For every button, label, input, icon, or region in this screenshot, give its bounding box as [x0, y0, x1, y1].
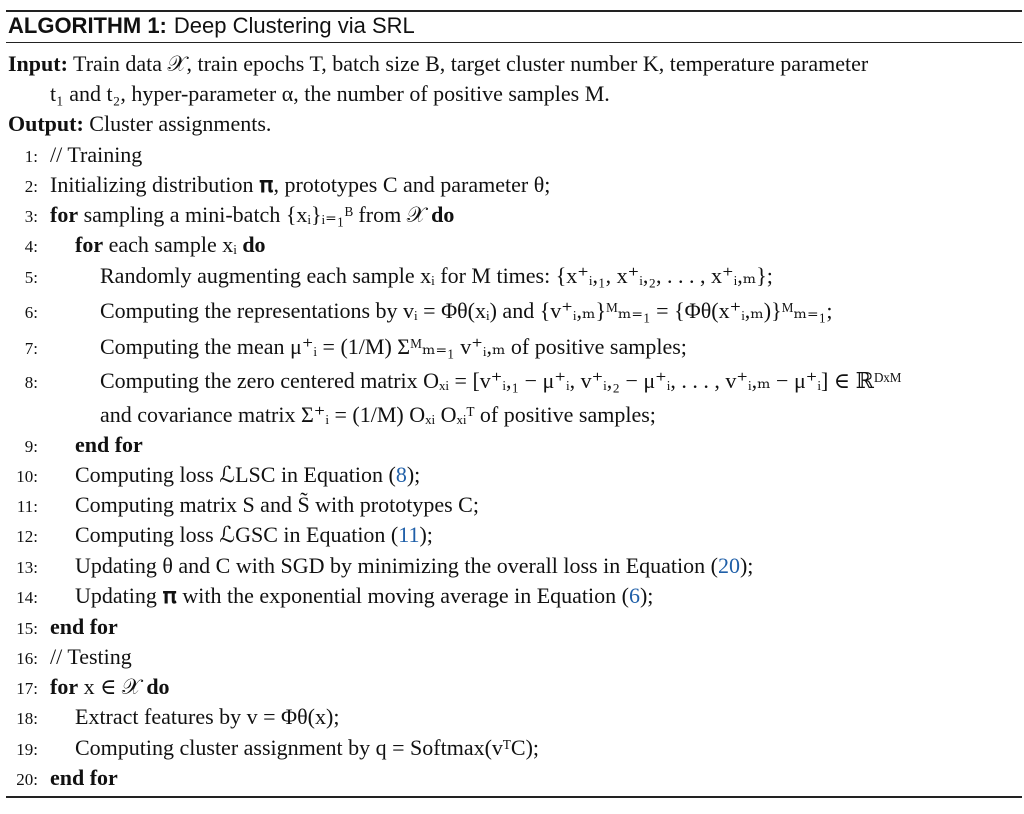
keyword: end for: [75, 432, 143, 457]
line-text: [75, 230, 266, 260]
statement: x ∈ 𝒳: [78, 674, 147, 699]
line-number: 9:: [24, 437, 38, 456]
line-text: [50, 642, 132, 672]
input-text-1: Train data 𝒳, train epochs T, batch size B, target cluster number K, temperature parameter: [73, 51, 869, 76]
algorithm-line: [0, 581, 654, 613]
statement: and covariance matrix Σ⁺ᵢ = (1/M) Oₓᵢ Oₓᵢᵀ of positive samples;: [100, 402, 656, 427]
keyword: do: [242, 232, 266, 257]
output-text: Cluster assignments.: [89, 111, 272, 136]
statement: Randomly augmenting each sample xᵢ for M times: {x⁺ᵢ,₁, x⁺ᵢ,₂, . . . , x⁺ᵢ,ₘ};: [100, 263, 773, 288]
line-number: 12:: [16, 527, 38, 546]
keyword: for: [50, 202, 79, 227]
statement: // Training: [50, 142, 143, 167]
algorithm-label: ALGORITHM 1:: [8, 13, 167, 38]
line-text: [75, 702, 339, 732]
line-text: [75, 520, 433, 550]
algorithm-line: [0, 332, 687, 364]
statement: Updating θ and C with SGD by minimizing the overall loss in Equation (: [75, 553, 718, 578]
algorithm-line: [0, 490, 479, 522]
algorithm-line: [0, 763, 118, 795]
line-text: [75, 430, 143, 460]
input-label: Input:: [8, 51, 68, 76]
algorithm-caption: [8, 12, 415, 41]
algorithm-line: [0, 733, 540, 765]
line-number: 10:: [16, 467, 38, 486]
algorithm-line: [0, 230, 266, 262]
line-text: [75, 551, 753, 581]
line-number: 6:: [24, 303, 38, 322]
keyword: do: [146, 674, 170, 699]
statement: Computing the mean μ⁺ᵢ = (1/M) Σᴹₘ₌₁ v⁺ᵢ,ₘ of positive samples;: [100, 334, 687, 359]
algorithm-line: [0, 642, 132, 674]
input-line-2: [50, 79, 610, 109]
algorithm-line: [0, 612, 118, 644]
statement: sampling a mini-batch {xᵢ}ᵢ₌₁ᴮ from 𝒳: [78, 202, 432, 227]
keyword: for: [75, 232, 104, 257]
line-text: [75, 460, 420, 490]
line-text: [100, 366, 902, 396]
line-number: 5:: [24, 268, 38, 287]
algorithm-line: [0, 551, 754, 583]
equation-link[interactable]: 8: [395, 462, 407, 487]
line-number: 17:: [16, 679, 38, 698]
line-text: [75, 581, 653, 611]
line-number: 20:: [16, 770, 38, 789]
line-number: 7:: [24, 339, 38, 358]
line-text: [75, 490, 479, 520]
line-number: 16:: [16, 649, 38, 668]
line-number: 18:: [16, 709, 38, 728]
line-text: [100, 296, 832, 326]
algorithm-line: [0, 366, 902, 398]
equation-link[interactable]: 6: [628, 583, 640, 608]
statement: each sample xᵢ: [103, 232, 243, 257]
equation-link[interactable]: 11: [398, 522, 420, 547]
statement-tail: );: [406, 462, 421, 487]
statement: Computing the zero centered matrix Oₓᵢ = [v⁺ᵢ,₁ − μ⁺ᵢ, v⁺ᵢ,₂ − μ⁺ᵢ, . . . , v⁺ᵢ,ₘ − μ⁺ᵢ] ∈ ℝᴰˣᴹ: [100, 368, 902, 393]
line-number: 1:: [24, 147, 38, 166]
algorithm-line: [0, 200, 455, 232]
statement: Computing loss ℒGSC in Equation (: [75, 522, 399, 547]
keyword: for: [50, 674, 79, 699]
output-line: [8, 109, 271, 139]
algorithm-line: [0, 296, 833, 328]
algorithm-line: [0, 702, 340, 734]
line-text: [100, 261, 773, 291]
algorithm-line: [0, 170, 551, 202]
line-text: [50, 672, 170, 702]
input-line-1: [8, 49, 868, 79]
statement: Extract features by v = Φθ(x);: [75, 704, 340, 729]
algorithm-line: [0, 460, 421, 492]
statement: Initializing distribution 𝛑, prototypes C and parameter θ;: [50, 172, 551, 197]
line-number: 15:: [16, 619, 38, 638]
keyword: end for: [50, 765, 118, 790]
line-text: [50, 612, 118, 642]
statement-tail: );: [639, 583, 654, 608]
line-number: 19:: [16, 740, 38, 759]
statement: Computing cluster assignment by q = Softmax(vᵀC);: [75, 735, 540, 760]
line-number: 14:: [16, 588, 38, 607]
statement-tail: );: [739, 553, 754, 578]
line-number: 3:: [24, 207, 38, 226]
line-text: [100, 332, 687, 362]
algorithm-line: [0, 672, 170, 704]
keyword: do: [431, 202, 455, 227]
line-text: [75, 733, 539, 763]
algorithm-line: [0, 520, 433, 552]
line-text: [50, 763, 118, 793]
line-text: [100, 400, 656, 430]
keyword: end for: [50, 614, 118, 639]
equation-link[interactable]: 20: [717, 553, 740, 578]
algorithm-line: [0, 261, 773, 293]
line-number: 4:: [24, 237, 38, 256]
bottom-rule: [6, 796, 1022, 798]
statement-tail: );: [419, 522, 433, 547]
statement: Computing matrix S and S̃ with prototypes C;: [75, 492, 479, 517]
input-text-2: t₁ and t₂, hyper-parameter α, the number of positive samples M.: [50, 81, 610, 106]
statement: Computing loss ℒLSC in Equation (: [75, 462, 396, 487]
line-number: 8:: [24, 373, 38, 392]
statement: // Testing: [50, 644, 132, 669]
algorithm-line: [0, 430, 143, 462]
algorithm-line: [0, 140, 143, 172]
line-number: 13:: [16, 558, 38, 577]
line-text: [50, 140, 142, 170]
statement: Updating 𝛑 with the exponential moving average in Equation (: [75, 583, 629, 608]
caption-rule: [6, 42, 1022, 43]
line-number: 2:: [24, 177, 38, 196]
statement: Computing the representations by vᵢ = Φθ(xᵢ) and {v⁺ᵢ,ₘ}ᴹₘ₌₁ = {Φθ(x⁺ᵢ,ₘ)}ᴹₘ₌₁;: [100, 298, 833, 323]
line-number: 11:: [16, 497, 38, 516]
algorithm-title: Deep Clustering via SRL: [173, 13, 415, 38]
output-label: Output:: [8, 111, 84, 136]
line-text: [50, 200, 454, 230]
algorithm-line: [0, 400, 656, 430]
line-text: [50, 170, 550, 200]
